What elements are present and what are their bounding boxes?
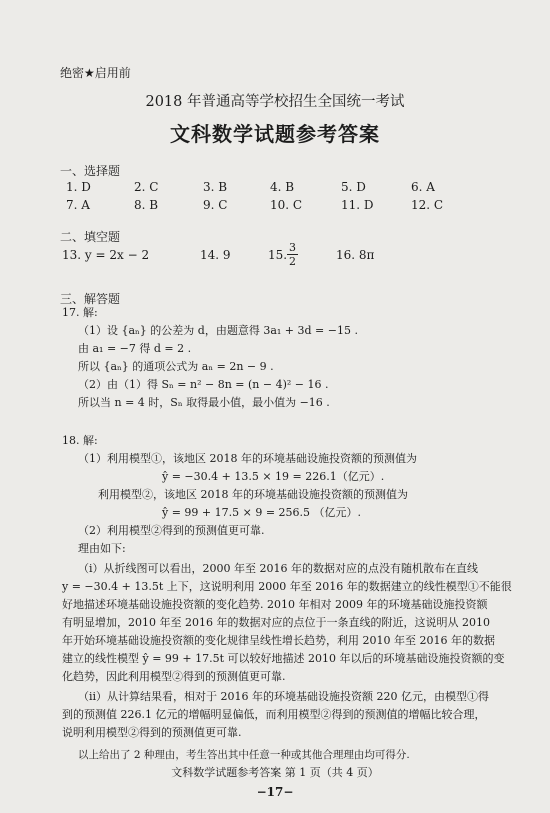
scoring-note: 以上给出了 2 种理由，考生答出其中任意一种或其他合理理由均可得分.: [78, 749, 410, 761]
q18-line-6: 理由如下:: [78, 542, 126, 555]
answer-15-label: 15.: [268, 248, 288, 262]
answer-14: 14. 9: [200, 248, 231, 262]
answer-15-fraction: [287, 241, 298, 268]
section-fill-title: 二、填空题: [60, 230, 121, 244]
choice-answers-row-1: [0, 180, 550, 198]
page-number: −17−: [256, 785, 294, 799]
answer-13: 13. y = 2x − 2: [62, 248, 150, 262]
answer-5: 5. D: [341, 180, 366, 194]
answer-8: 8. B: [134, 198, 159, 212]
q17-line-2: 由 a₁ = −7 得 d = 2 .: [78, 342, 192, 355]
q18-line-9: 好地描述环境基础设施投资额的变化趋势. 2010 年相对 2009 年的环境基础设施投资额: [62, 598, 488, 611]
answer-2: 2. C: [134, 180, 159, 194]
q17-line-4: （2）由（1）得 Sₙ = n² − 8n = (n − 4)² − 16 .: [78, 378, 329, 391]
answer-10: 10. C: [270, 198, 303, 212]
q17-line-5: 所以当 n = 4 时，Sₙ 取得最小值，最小值为 −16 .: [78, 396, 330, 409]
section-choice-title: 一、选择题: [60, 164, 121, 178]
q18-line-15: 到的预测值 226.1 亿元的增幅明显偏低，而利用模型②得到的预测值的增幅比较合理，: [62, 708, 486, 721]
q17-line-3: 所以 {aₙ} 的通项公式为 aₙ = 2n − 9 .: [78, 360, 274, 373]
answer-7: 7. A: [66, 198, 90, 212]
answer-12: 12. C: [411, 198, 444, 212]
q17-line-1: （1）设 {aₙ} 的公差为 d，由题意得 3a₁ + 3d = −15 .: [78, 324, 358, 337]
answer-1: 1. D: [66, 180, 91, 194]
choice-answers-row-2: [0, 198, 550, 216]
answer-11: 11. D: [341, 198, 374, 212]
q18-line-13: 化趋势，因此利用模型②得到的预测值更可靠.: [62, 670, 286, 683]
q18-line-10: 有明显增加，2010 年至 2016 年的数据对应的点位于一条直线的附近，这说明从 2010: [62, 616, 490, 629]
q17-label: 17. 解:: [62, 306, 98, 319]
answer-6: 6. A: [411, 180, 435, 194]
q18-line-8: y = −30.4 + 13.5t 上下，这说明利用 2000 年至 2016 年的数据建立的线性模型①不能很: [62, 580, 512, 593]
q18-line-11: 年开始环境基础设施投资额的变化规律呈线性增长趋势，利用 2010 年至 2016 年的数据: [62, 634, 495, 647]
answer-9: 9. C: [203, 198, 228, 212]
q18-line-7: （ⅰ）从折线图可以看出，2000 年至 2016 年的数据对应的点没有随机散布在直线: [78, 562, 478, 575]
q18-line-5: （2）利用模型②得到的预测值更可靠.: [78, 524, 265, 537]
q18-line-16: 说明利用模型②得到的预测值更可靠.: [62, 726, 242, 739]
answer-15-denominator: 2: [289, 255, 296, 268]
answer-16: 16. 8π: [336, 248, 375, 262]
page-footer-caption: 文科数学试题参考答案 第 1 页（共 4 页）: [171, 766, 379, 779]
answer-3: 3. B: [203, 180, 228, 194]
q18-line-14: （ⅱ）从计算结果看，相对于 2016 年的环境基础设施投资额 220 亿元，由模型①得: [78, 690, 490, 703]
q18-line-1: （1）利用模型①，该地区 2018 年的环境基础设施投资额的预测值为: [78, 452, 417, 465]
document-title: 文科数学试题参考答案: [170, 122, 380, 146]
q18-line-3: 利用模型②，该地区 2018 年的环境基础设施投资额的预测值为: [98, 488, 408, 501]
q18-label: 18. 解:: [62, 434, 98, 447]
q18-line-12: 建立的线性模型 ŷ = 99 + 17.5t 可以较好地描述 2010 年以后的环境基础设施投资额的变: [62, 652, 505, 665]
exam-title: 2018 年普通高等学校招生全国统一考试: [145, 94, 405, 110]
q18-line-4: ŷ = 99 + 17.5 × 9 = 256.5 （亿元）.: [162, 506, 362, 519]
q18-line-2: ŷ = −30.4 + 13.5 × 19 = 226.1（亿元）.: [162, 470, 385, 483]
fill-answers-row: [0, 241, 550, 274]
confidential-label: 绝密★启用前: [60, 66, 131, 80]
answer-4: 4. B: [270, 180, 295, 194]
section-solution-title: 三、解答题: [60, 292, 121, 306]
answer-15-numerator: 3: [289, 241, 296, 254]
